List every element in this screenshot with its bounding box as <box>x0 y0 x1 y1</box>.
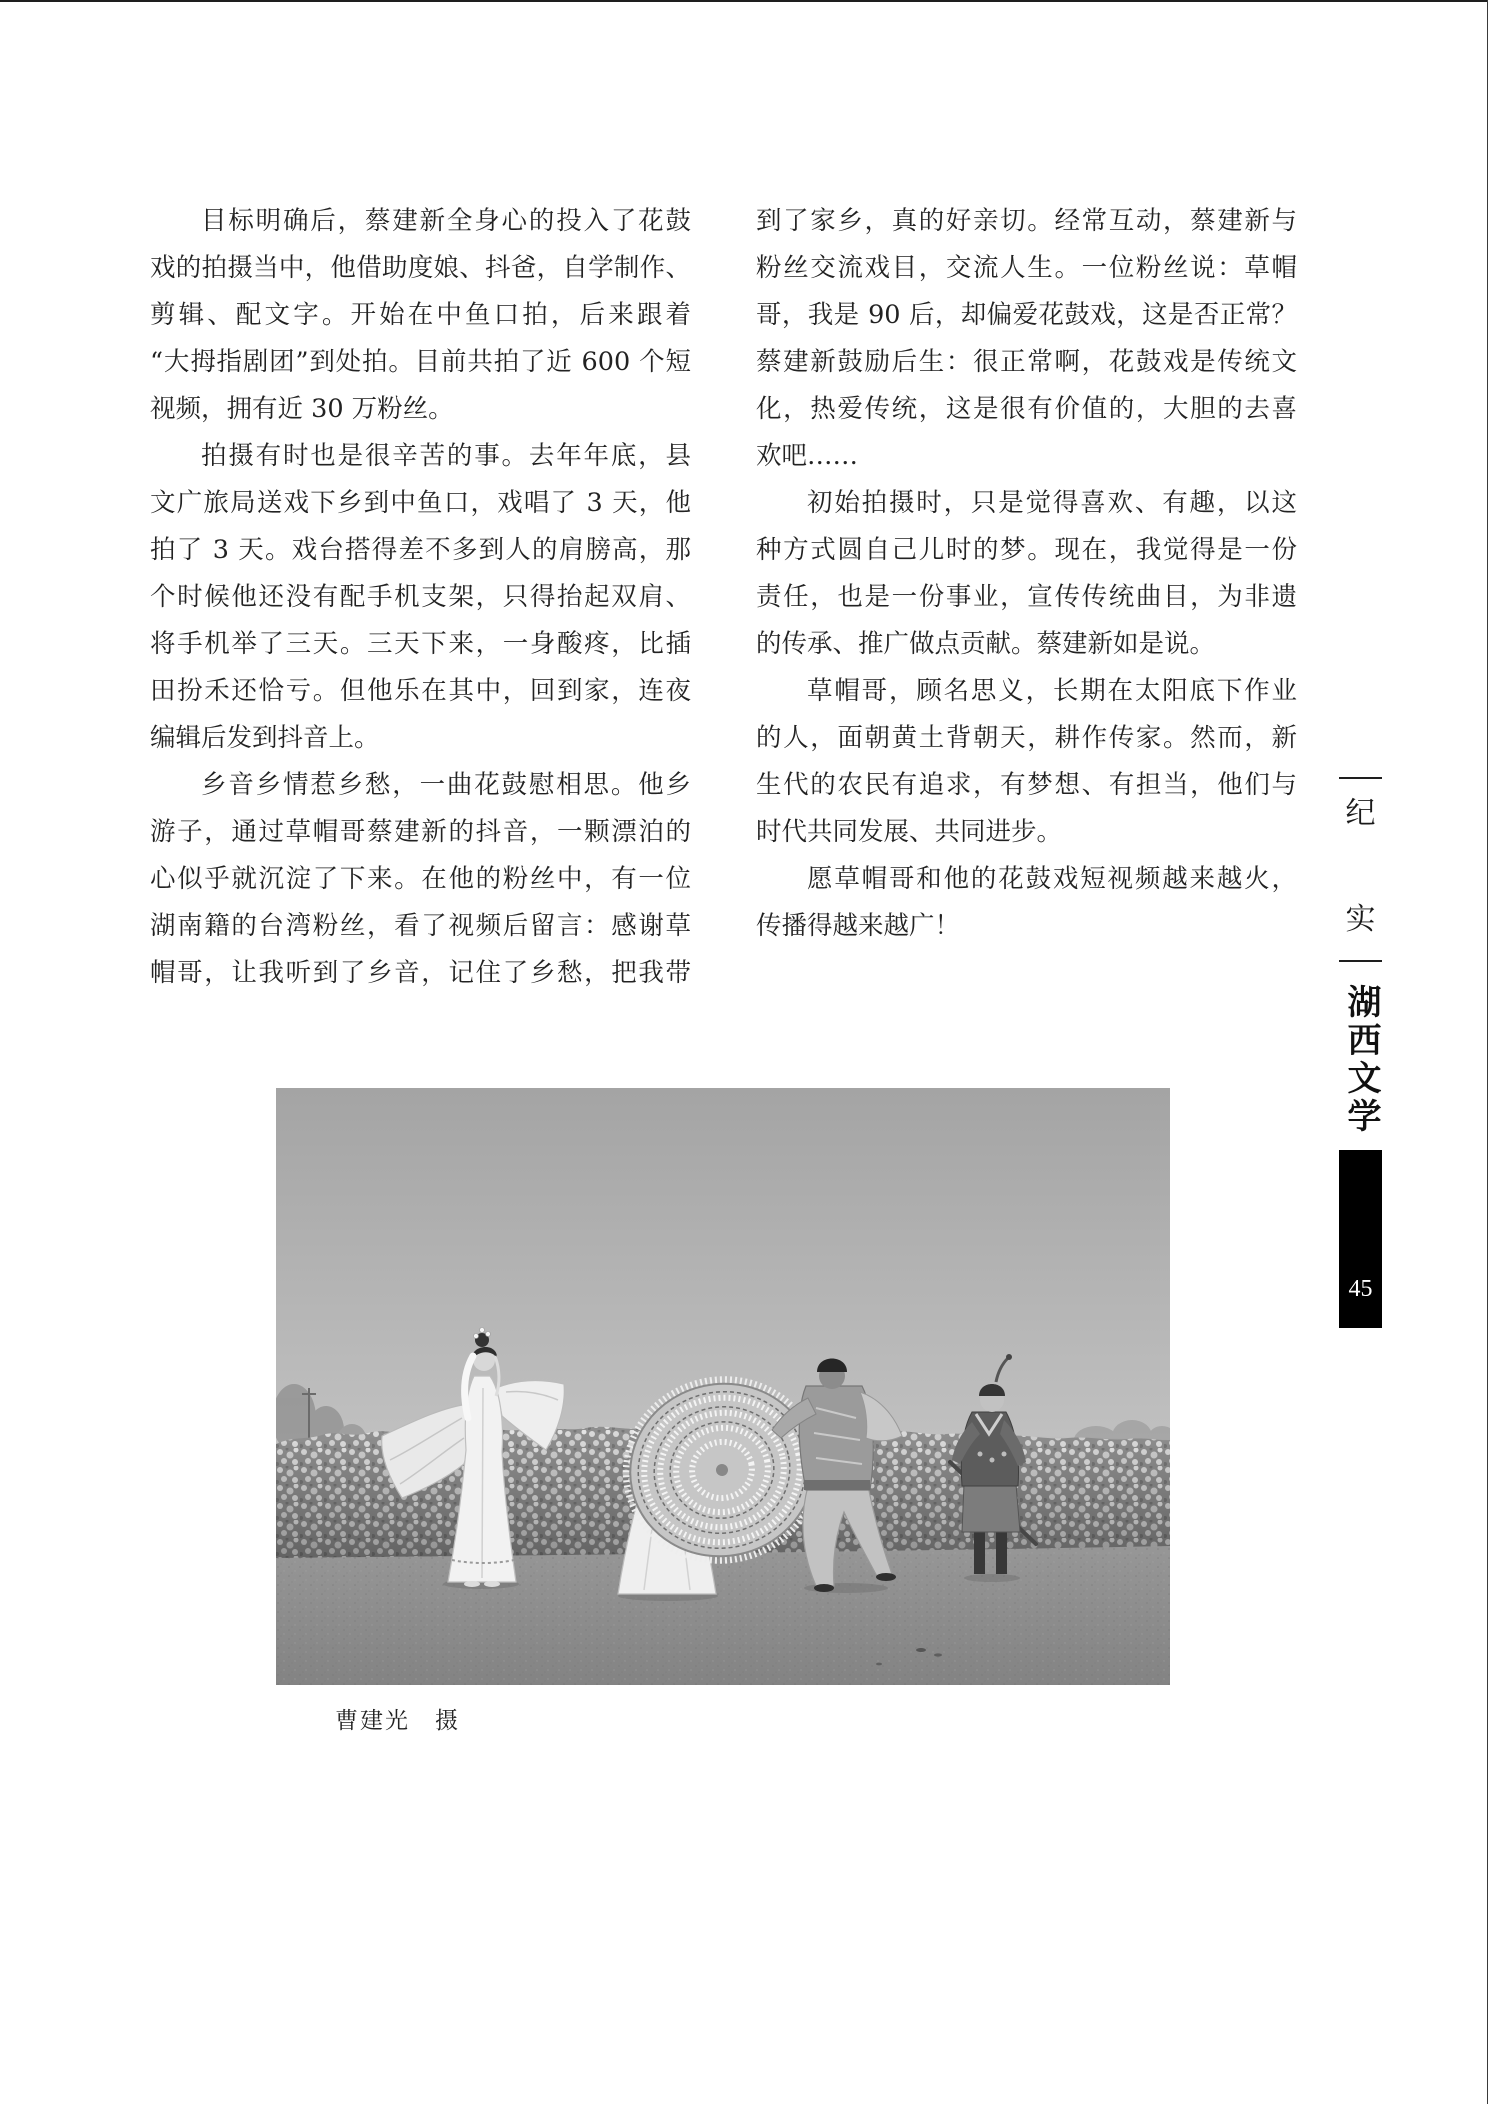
section-label-rule-top <box>1339 777 1382 779</box>
belt <box>804 1480 870 1490</box>
armor-stud <box>990 1458 995 1463</box>
text-line: 个时候他还没有配手机支架，只得抬起双肩、 <box>150 582 691 612</box>
shoe <box>876 1573 896 1581</box>
text-line: 时代共同发展、共同进步。 <box>756 817 1063 847</box>
text-line: 的人，面朝黄土背朝天，耕作传家。然而，新 <box>756 723 1297 753</box>
text-line: 草帽哥，顾名思义，长期在太阳底下作业 <box>807 676 1297 706</box>
text-line: 传播得越来越广！ <box>756 911 961 941</box>
hair-ornament <box>480 1328 485 1333</box>
section-label-rule-bottom <box>1339 960 1382 962</box>
text-line: “大拇指剧团”到处拍。目前共拍了近 600 个短 <box>150 347 691 377</box>
top-border-rule <box>0 0 1488 2</box>
right-text-column <box>756 198 1297 950</box>
text-line: 生代的农民有追求，有梦想、有担当，他们与 <box>756 770 1297 800</box>
text-line: 的传承、推广做点贡献。蔡建新如是说。 <box>756 629 1216 659</box>
photo-illustration <box>276 1088 1170 1685</box>
magazine-logo: 湖西文学 <box>1341 984 1381 1136</box>
text-line: 化，热爱传统，这是很有价值的，大胆的去喜 <box>756 394 1297 424</box>
foot <box>484 1581 500 1587</box>
text-line: 拍摄有时也是很辛苦的事。去年年底，县 <box>201 441 691 471</box>
debris <box>934 1653 942 1656</box>
debris <box>916 1648 926 1652</box>
text-line: 种方式圆自己儿时的梦。现在，我觉得是一份 <box>756 535 1297 565</box>
text-line: 剪辑、配文字。开始在中鱼口拍，后来跟着 <box>150 300 691 330</box>
text-line: 文广旅局送戏下乡到中鱼口，戏唱了 3 天，他 <box>150 488 691 518</box>
section-label-char-1: 纪 <box>1345 796 1376 831</box>
armor-stud <box>1002 1452 1007 1457</box>
text-line: 田扮禾还恰亏。但他乐在其中，回到家，连夜 <box>150 676 691 706</box>
text-line: 责任，也是一份事业，宣传传统曲目，为非遗 <box>756 582 1297 612</box>
text-line: 粉丝交流戏目，交流人生。一位粉丝说：草帽 <box>756 253 1297 283</box>
text-line: 初始拍摄时，只是觉得喜欢、有趣，以这 <box>807 488 1297 518</box>
text-line: 视频，拥有近 30 万粉丝。 <box>150 394 454 424</box>
text-line: 戏的拍摄当中，他借助度娘、抖爸，自学制作、 <box>150 253 691 283</box>
photo-credit-caption: 曹建光 摄 <box>335 1708 460 1734</box>
debris <box>876 1663 882 1666</box>
text-line: 到了家乡，真的好亲切。经常互动，蔡建新与 <box>756 206 1297 236</box>
text-line: 心似乎就沉淀了下来。在他的粉丝中，有一位 <box>150 864 691 894</box>
feather-tip <box>1006 1354 1012 1360</box>
text-line: 哥，我是 90 后，却偏爱花鼓戏，这是否正常？ <box>756 300 1297 330</box>
text-line: 乡音乡情惹乡愁，一曲花鼓慰相思。他乡 <box>201 770 691 800</box>
text-line: 欢吧…… <box>756 441 859 471</box>
text-line: 拍了 3 天。戏台搭得差不多到人的肩膀高，那 <box>150 535 691 565</box>
hair-ornament <box>474 1334 479 1339</box>
text-line: 游子，通过草帽哥蔡建新的抖音，一颗漂泊的 <box>150 817 691 847</box>
text-line: 编辑后发到抖音上。 <box>150 723 380 753</box>
page-number-tab <box>1339 1150 1382 1328</box>
hair-ornament <box>486 1332 491 1337</box>
costume-skirt <box>962 1484 1020 1532</box>
foot <box>464 1581 480 1587</box>
text-line: 湖南籍的台湾粉丝，看了视频后留言：感谢草 <box>150 911 691 941</box>
road-texture <box>276 1544 1170 1685</box>
text-line: 将手机举了三天。三天下来，一身酸疼，比插 <box>150 629 691 659</box>
text-line: 愿草帽哥和他的花鼓戏短视频越来越火， <box>807 864 1297 894</box>
boot <box>974 1528 985 1574</box>
shoe <box>814 1584 834 1592</box>
text-line: 目标明确后，蔡建新全身心的投入了花鼓 <box>201 206 691 236</box>
performance-photo <box>276 1088 1170 1685</box>
section-label-char-2: 实 <box>1345 902 1376 937</box>
shadow <box>964 1574 1020 1582</box>
text-line: 帽哥，让我听到了乡音，记住了乡愁，把我带 <box>150 958 691 988</box>
dress-seam <box>482 1388 483 1578</box>
boot <box>996 1528 1007 1574</box>
page-number: 45 <box>1348 1276 1373 1302</box>
left-text-column <box>150 198 691 997</box>
armor-stud <box>978 1452 983 1457</box>
text-line: 蔡建新鼓励后生：很正常啊，花鼓戏是传统文 <box>756 347 1297 377</box>
